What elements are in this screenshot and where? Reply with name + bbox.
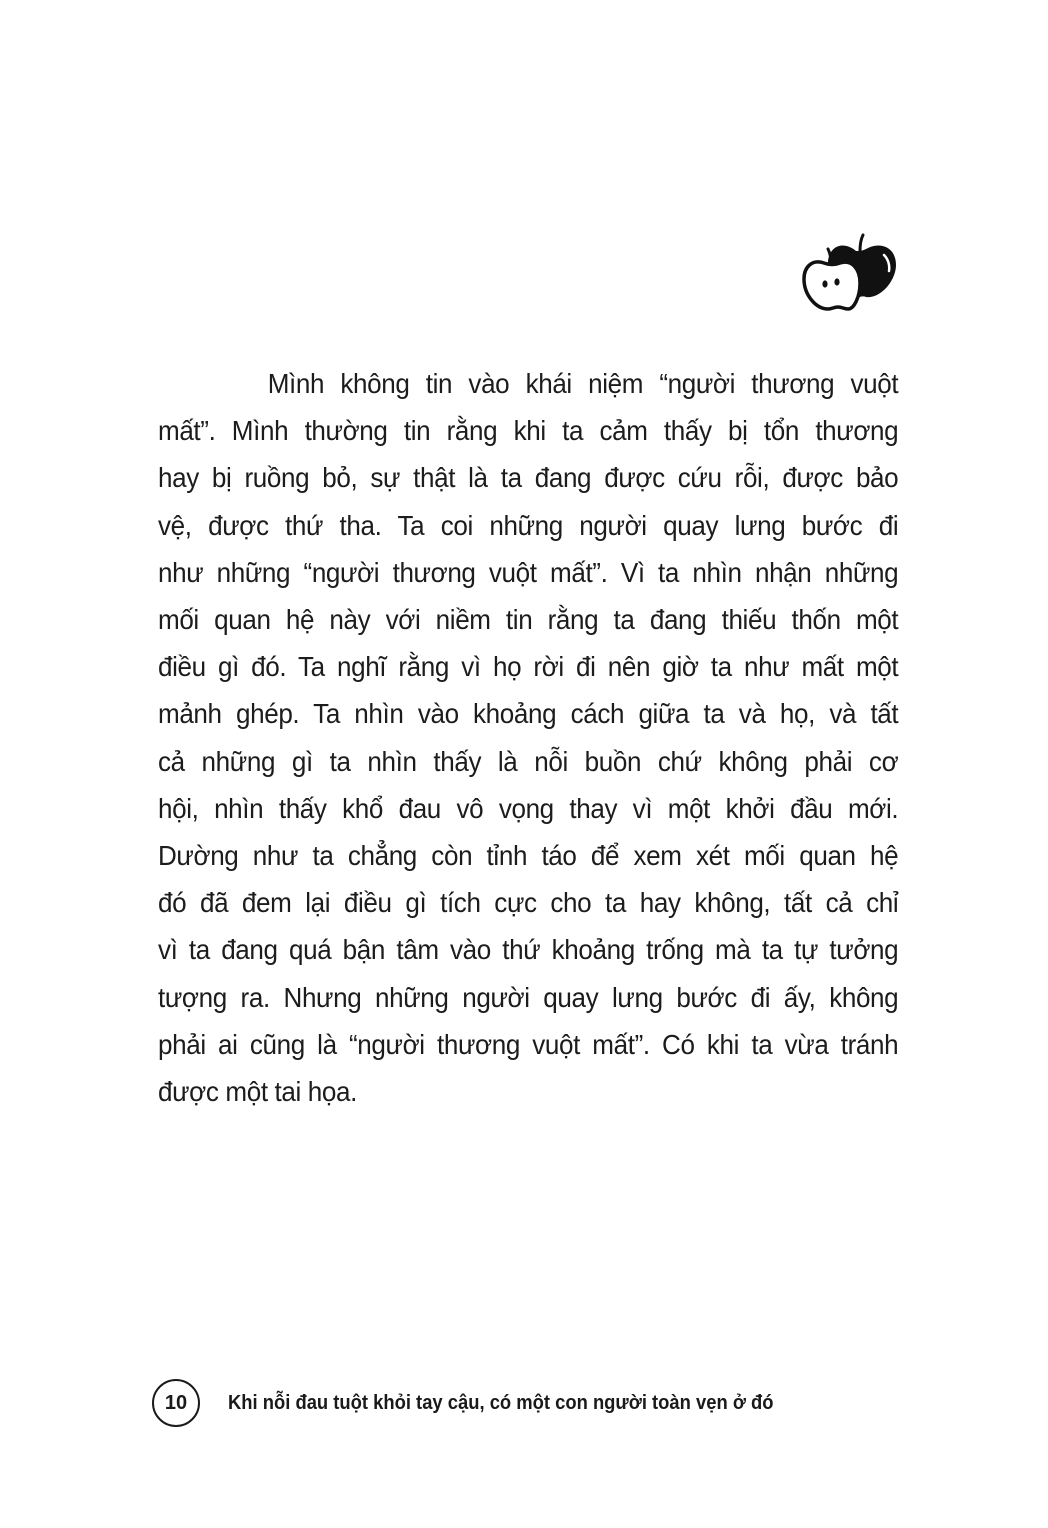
body-paragraph bbox=[158, 360, 898, 1115]
body-line: như những “người thương vuột mất”. Vì ta nhìn nhận những bbox=[158, 556, 899, 588]
body-line: vì ta đang quá bận tâm vào thứ khoảng trống mà ta tự tưởng bbox=[158, 934, 899, 966]
body-line: hội, nhìn thấy khổ đau vô vọng thay vì một khởi đầu mới. bbox=[158, 792, 899, 824]
body-line: cả những gì ta nhìn thấy là nỗi buồn chứ không phải cơ bbox=[158, 745, 899, 777]
body-line: điều gì đó. Ta nghĩ rằng vì họ rời đi nên giờ ta như mất một bbox=[158, 651, 899, 683]
body-line: được một tai họa. bbox=[158, 1076, 357, 1108]
body-line: Dường như ta chẳng còn tỉnh táo để xem xét mối quan hệ bbox=[158, 840, 899, 872]
body-line: đó đã đem lại điều gì tích cực cho ta hay không, tất cả chỉ bbox=[158, 887, 899, 919]
body-line: mảnh ghép. Ta nhìn vào khoảng cách giữa ta và họ, và tất bbox=[158, 698, 899, 730]
running-title: Khi nỗi đau tuột khỏi tay cậu, có một con người toàn vẹn ở đó bbox=[228, 1391, 774, 1414]
page-number: 10 bbox=[152, 1379, 200, 1427]
body-line: vệ, được thứ tha. Ta coi những người quay lưng bước đi bbox=[158, 509, 899, 541]
page-footer bbox=[152, 1377, 821, 1429]
body-line: Mình không tin vào khái niệm “người thương vuột bbox=[267, 368, 899, 399]
apple-pair-icon bbox=[800, 233, 904, 313]
body-line: hay bị ruồng bỏ, sự thật là ta đang được cứu rỗi, được bảo bbox=[158, 462, 899, 494]
body-line: mất”. Mình thường tin rằng khi ta cảm thấy bị tổn thương bbox=[158, 415, 899, 447]
body-line: phải ai cũng là “người thương vuột mất”. Có khi ta vừa tránh bbox=[158, 1028, 899, 1060]
body-line: mối quan hệ này với niềm tin rằng ta đang thiếu thốn một bbox=[158, 604, 899, 636]
body-line: tượng ra. Nhưng những người quay lưng bước đi ấy, không bbox=[158, 981, 899, 1013]
